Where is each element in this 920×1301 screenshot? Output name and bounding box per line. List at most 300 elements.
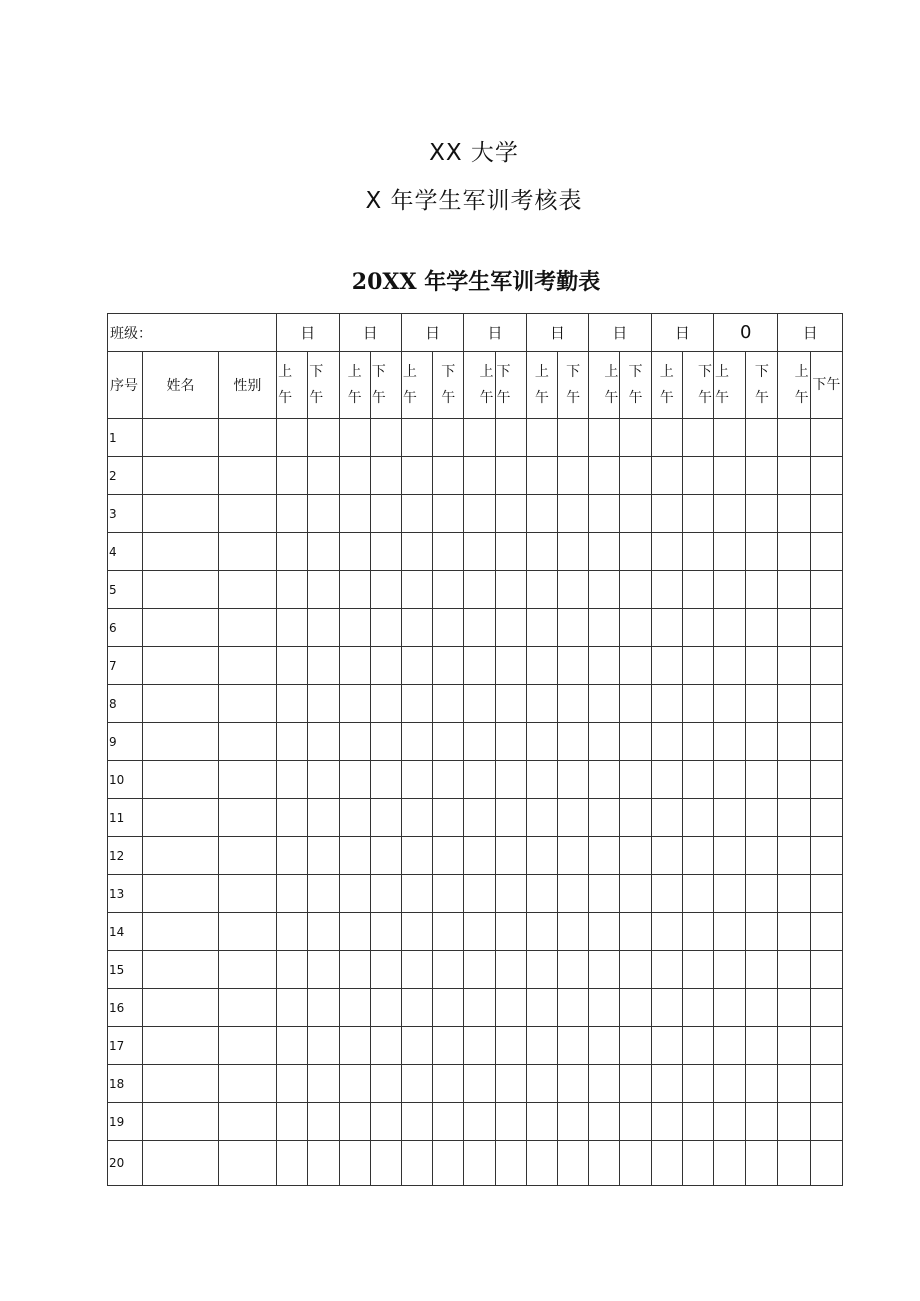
attendance-cell — [620, 533, 651, 571]
attendance-cell — [557, 609, 588, 647]
attendance-cell — [746, 609, 778, 647]
name-cell — [143, 457, 218, 495]
name-header: 姓名 — [143, 352, 218, 419]
attendance-cell — [370, 495, 401, 533]
attendance-cell — [277, 1103, 308, 1141]
attendance-cell — [682, 913, 713, 951]
day-header-7: 日 — [651, 314, 713, 352]
attendance-cell — [589, 533, 620, 571]
table-row — [108, 457, 843, 495]
session-header: 下 午 — [308, 352, 339, 419]
attendance-cell — [526, 913, 557, 951]
table-row — [108, 1027, 843, 1065]
attendance-cell — [620, 571, 651, 609]
attendance-cell — [433, 951, 464, 989]
attendance-cell — [277, 685, 308, 723]
attendance-cell — [401, 1065, 432, 1103]
attendance-cell — [714, 571, 746, 609]
attendance-cell — [682, 951, 713, 989]
name-cell — [143, 1141, 218, 1186]
attendance-cell — [620, 495, 651, 533]
attendance-cell — [682, 647, 713, 685]
attendance-cell — [778, 685, 810, 723]
attendance-cell — [401, 723, 432, 761]
attendance-cell — [495, 495, 526, 533]
attendance-cell — [277, 419, 308, 457]
row-number: 1 — [108, 419, 143, 457]
attendance-cell — [339, 1141, 370, 1186]
attendance-cell — [810, 647, 842, 685]
session-header: 上 午 — [464, 352, 495, 419]
gender-cell — [218, 913, 276, 951]
attendance-cell — [651, 799, 682, 837]
attendance-cell — [370, 457, 401, 495]
attendance-cell — [810, 837, 842, 875]
attendance-cell — [370, 1027, 401, 1065]
attendance-cell — [370, 685, 401, 723]
attendance-cell — [746, 419, 778, 457]
attendance-cell — [778, 837, 810, 875]
attendance-cell — [810, 951, 842, 989]
attendance-cell — [714, 989, 746, 1027]
name-cell — [143, 685, 218, 723]
row-number: 3 — [108, 495, 143, 533]
attendance-cell — [277, 1141, 308, 1186]
name-cell — [143, 1027, 218, 1065]
attendance-cell — [589, 685, 620, 723]
attendance-cell — [682, 495, 713, 533]
attendance-cell — [339, 1065, 370, 1103]
attendance-cell — [495, 951, 526, 989]
attendance-cell — [433, 761, 464, 799]
attendance-cell — [526, 1103, 557, 1141]
table-row — [108, 1103, 843, 1141]
attendance-cell — [526, 571, 557, 609]
attendance-cell — [339, 419, 370, 457]
attendance-cell — [370, 913, 401, 951]
attendance-cell — [589, 457, 620, 495]
attendance-cell — [557, 685, 588, 723]
session-header: 上 午 — [526, 352, 557, 419]
attendance-cell — [526, 685, 557, 723]
attendance-cell — [401, 989, 432, 1027]
attendance-cell — [495, 1141, 526, 1186]
attendance-cell — [810, 913, 842, 951]
attendance-cell — [433, 837, 464, 875]
attendance-cell — [277, 1027, 308, 1065]
attendance-cell — [433, 1141, 464, 1186]
attendance-cell — [682, 1141, 713, 1186]
attendance-table-title: 20XX 年学生军训考勤表 — [351, 269, 601, 295]
attendance-cell — [433, 913, 464, 951]
attendance-cell — [778, 609, 810, 647]
row-number: 7 — [108, 647, 143, 685]
attendance-cell — [746, 533, 778, 571]
attendance-cell — [589, 761, 620, 799]
row-number: 14 — [108, 913, 143, 951]
table-row — [108, 685, 843, 723]
attendance-cell — [495, 837, 526, 875]
attendance-cell — [620, 1027, 651, 1065]
attendance-cell — [778, 533, 810, 571]
attendance-cell — [778, 799, 810, 837]
attendance-cell — [557, 799, 588, 837]
attendance-cell — [810, 761, 842, 799]
gender-cell — [218, 951, 276, 989]
attendance-cell — [495, 799, 526, 837]
attendance-cell — [589, 951, 620, 989]
attendance-cell — [620, 761, 651, 799]
attendance-cell — [746, 1065, 778, 1103]
attendance-cell — [589, 875, 620, 913]
attendance-cell — [464, 989, 495, 1027]
attendance-cell — [495, 609, 526, 647]
gender-cell — [218, 1027, 276, 1065]
attendance-cell — [277, 457, 308, 495]
attendance-cell — [589, 837, 620, 875]
attendance-cell — [651, 913, 682, 951]
attendance-cell — [714, 723, 746, 761]
attendance-cell — [308, 989, 339, 1027]
attendance-cell — [651, 837, 682, 875]
attendance-cell — [746, 723, 778, 761]
attendance-cell — [339, 723, 370, 761]
attendance-cell — [557, 989, 588, 1027]
attendance-cell — [557, 1027, 588, 1065]
attendance-cell — [308, 1027, 339, 1065]
attendance-cell — [778, 1065, 810, 1103]
session-header: 下 午 — [557, 352, 588, 419]
attendance-cell — [778, 913, 810, 951]
attendance-cell — [526, 1141, 557, 1186]
attendance-cell — [557, 913, 588, 951]
attendance-cell — [464, 837, 495, 875]
attendance-cell — [339, 609, 370, 647]
attendance-cell — [433, 457, 464, 495]
session-header: 上 午 — [339, 352, 370, 419]
attendance-cell — [495, 989, 526, 1027]
attendance-cell — [682, 533, 713, 571]
attendance-cell — [339, 571, 370, 609]
attendance-cell — [526, 951, 557, 989]
row-number: 5 — [108, 571, 143, 609]
attendance-cell — [810, 723, 842, 761]
attendance-cell — [526, 1065, 557, 1103]
gender-cell — [218, 989, 276, 1027]
attendance-cell — [308, 875, 339, 913]
attendance-cell — [682, 609, 713, 647]
attendance-cell — [651, 609, 682, 647]
attendance-cell — [526, 495, 557, 533]
attendance-cell — [433, 1027, 464, 1065]
attendance-cell — [714, 1065, 746, 1103]
attendance-cell — [746, 495, 778, 533]
attendance-cell — [682, 1065, 713, 1103]
attendance-cell — [746, 647, 778, 685]
attendance-cell — [401, 609, 432, 647]
attendance-cell — [308, 913, 339, 951]
attendance-cell — [557, 533, 588, 571]
attendance-cell — [308, 571, 339, 609]
attendance-cell — [464, 685, 495, 723]
row-number: 13 — [108, 875, 143, 913]
attendance-cell — [464, 761, 495, 799]
attendance-cell — [810, 609, 842, 647]
attendance-cell — [557, 1103, 588, 1141]
attendance-cell — [464, 723, 495, 761]
attendance-cell — [682, 723, 713, 761]
attendance-cell — [651, 457, 682, 495]
session-header: 下 午 — [495, 352, 526, 419]
gender-header: 性别 — [218, 352, 276, 419]
attendance-cell — [401, 951, 432, 989]
session-header: 下 午 — [682, 352, 713, 419]
attendance-cell — [370, 1141, 401, 1186]
attendance-cell — [714, 647, 746, 685]
attendance-cell — [277, 837, 308, 875]
attendance-cell — [778, 419, 810, 457]
class-label: 班级： — [108, 314, 277, 352]
attendance-cell — [526, 875, 557, 913]
attendance-cell — [651, 1141, 682, 1186]
gender-cell — [218, 1103, 276, 1141]
attendance-cell — [589, 609, 620, 647]
attendance-cell — [277, 571, 308, 609]
attendance-cell — [464, 419, 495, 457]
attendance-cell — [682, 1103, 713, 1141]
attendance-cell — [308, 647, 339, 685]
attendance-cell — [433, 571, 464, 609]
attendance-cell — [810, 1027, 842, 1065]
table-row — [108, 647, 843, 685]
attendance-cell — [714, 913, 746, 951]
row-number: 15 — [108, 951, 143, 989]
attendance-cell — [778, 571, 810, 609]
attendance-cell — [620, 647, 651, 685]
attendance-cell — [370, 571, 401, 609]
attendance-cell — [589, 989, 620, 1027]
attendance-cell — [401, 419, 432, 457]
attendance-cell — [778, 457, 810, 495]
attendance-cell — [495, 647, 526, 685]
attendance-cell — [495, 685, 526, 723]
table-row — [108, 761, 843, 799]
attendance-cell — [682, 1027, 713, 1065]
attendance-cell — [339, 495, 370, 533]
attendance-cell — [651, 1065, 682, 1103]
attendance-cell — [401, 647, 432, 685]
attendance-cell — [714, 609, 746, 647]
attendance-cell — [526, 533, 557, 571]
attendance-cell — [589, 799, 620, 837]
attendance-cell — [682, 419, 713, 457]
attendance-cell — [589, 913, 620, 951]
attendance-cell — [620, 457, 651, 495]
attendance-cell — [810, 989, 842, 1027]
attendance-cell — [557, 723, 588, 761]
attendance-cell — [401, 761, 432, 799]
attendance-cell — [401, 837, 432, 875]
attendance-cell — [464, 875, 495, 913]
attendance-cell — [277, 913, 308, 951]
attendance-cell — [651, 951, 682, 989]
attendance-cell — [557, 571, 588, 609]
attendance-cell — [495, 761, 526, 799]
attendance-cell — [401, 533, 432, 571]
day-header-1: 日 — [277, 314, 339, 352]
row-number: 20 — [108, 1141, 143, 1186]
attendance-cell — [370, 419, 401, 457]
gender-cell — [218, 685, 276, 723]
attendance-cell — [810, 571, 842, 609]
name-cell — [143, 761, 218, 799]
attendance-cell — [495, 1103, 526, 1141]
name-cell — [143, 799, 218, 837]
attendance-cell — [651, 419, 682, 457]
attendance-cell — [308, 457, 339, 495]
gender-cell — [218, 457, 276, 495]
attendance-cell — [746, 1141, 778, 1186]
table-row — [108, 837, 843, 875]
attendance-cell — [401, 875, 432, 913]
attendance-cell — [589, 1027, 620, 1065]
attendance-cell — [277, 799, 308, 837]
attendance-cell — [464, 609, 495, 647]
attendance-cell — [778, 1103, 810, 1141]
attendance-cell — [308, 723, 339, 761]
row-number: 17 — [108, 1027, 143, 1065]
attendance-cell — [401, 1141, 432, 1186]
attendance-cell — [495, 571, 526, 609]
attendance-cell — [495, 913, 526, 951]
name-cell — [143, 913, 218, 951]
day-header-2: 日 — [339, 314, 401, 352]
attendance-cell — [651, 875, 682, 913]
attendance-cell — [714, 685, 746, 723]
attendance-cell — [651, 989, 682, 1027]
attendance-cell — [810, 685, 842, 723]
attendance-cell — [557, 495, 588, 533]
day-header-6: 日 — [589, 314, 651, 352]
day-header-8: 0 — [714, 314, 778, 352]
session-header: 下午 — [810, 352, 842, 419]
attendance-cell — [746, 989, 778, 1027]
attendance-cell — [433, 1065, 464, 1103]
attendance-cell — [464, 457, 495, 495]
attendance-cell — [495, 723, 526, 761]
attendance-cell — [339, 685, 370, 723]
attendance-cell — [308, 951, 339, 989]
attendance-cell — [277, 533, 308, 571]
attendance-cell — [557, 647, 588, 685]
attendance-cell — [778, 647, 810, 685]
attendance-cell — [589, 1065, 620, 1103]
attendance-cell — [464, 1027, 495, 1065]
row-number: 6 — [108, 609, 143, 647]
attendance-cell — [464, 1103, 495, 1141]
attendance-cell — [746, 761, 778, 799]
attendance-cell — [589, 419, 620, 457]
attendance-cell — [589, 495, 620, 533]
name-cell — [143, 723, 218, 761]
gender-cell — [218, 875, 276, 913]
attendance-cell — [682, 989, 713, 1027]
attendance-cell — [651, 571, 682, 609]
table-row — [108, 533, 843, 571]
attendance-cell — [746, 951, 778, 989]
table-row — [108, 495, 843, 533]
attendance-cell — [433, 989, 464, 1027]
attendance-cell — [651, 1103, 682, 1141]
attendance-cell — [433, 419, 464, 457]
attendance-cell — [464, 913, 495, 951]
attendance-cell — [810, 419, 842, 457]
attendance-cell — [620, 609, 651, 647]
attendance-cell — [464, 951, 495, 989]
attendance-cell — [746, 1103, 778, 1141]
attendance-cell — [308, 533, 339, 571]
attendance-cell — [277, 875, 308, 913]
exam-table-title: X 年学生军训考核表 — [365, 188, 583, 214]
attendance-cell — [714, 1103, 746, 1141]
name-cell — [143, 419, 218, 457]
attendance-cell — [620, 1103, 651, 1141]
attendance-cell — [810, 875, 842, 913]
session-header: 下 午 — [746, 352, 778, 419]
attendance-cell — [277, 951, 308, 989]
attendance-cell — [339, 913, 370, 951]
attendance-cell — [620, 951, 651, 989]
attendance-cell — [277, 723, 308, 761]
attendance-cell — [401, 913, 432, 951]
attendance-cell — [746, 913, 778, 951]
session-header: 上 午 — [651, 352, 682, 419]
attendance-cell — [526, 609, 557, 647]
gender-cell — [218, 571, 276, 609]
attendance-cell — [778, 1027, 810, 1065]
name-cell — [143, 1103, 218, 1141]
attendance-cell — [526, 989, 557, 1027]
session-header: 下 午 — [433, 352, 464, 419]
attendance-cell — [370, 533, 401, 571]
attendance-cell — [746, 1027, 778, 1065]
gender-cell — [218, 761, 276, 799]
table-row — [108, 723, 843, 761]
attendance-cell — [714, 495, 746, 533]
name-cell — [143, 533, 218, 571]
class-day-row — [108, 314, 843, 352]
attendance-cell — [339, 761, 370, 799]
attendance-cell — [401, 495, 432, 533]
attendance-cell — [433, 495, 464, 533]
row-number: 2 — [108, 457, 143, 495]
name-cell — [143, 875, 218, 913]
attendance-cell — [433, 685, 464, 723]
attendance-cell — [277, 647, 308, 685]
attendance-cell — [495, 533, 526, 571]
attendance-cell — [370, 799, 401, 837]
table-row — [108, 989, 843, 1027]
attendance-cell — [620, 419, 651, 457]
row-number: 8 — [108, 685, 143, 723]
attendance-cell — [308, 419, 339, 457]
table-row — [108, 875, 843, 913]
day-header-4: 日 — [464, 314, 526, 352]
row-number: 18 — [108, 1065, 143, 1103]
attendance-cell — [682, 761, 713, 799]
day-header-5: 日 — [526, 314, 588, 352]
attendance-cell — [810, 1065, 842, 1103]
